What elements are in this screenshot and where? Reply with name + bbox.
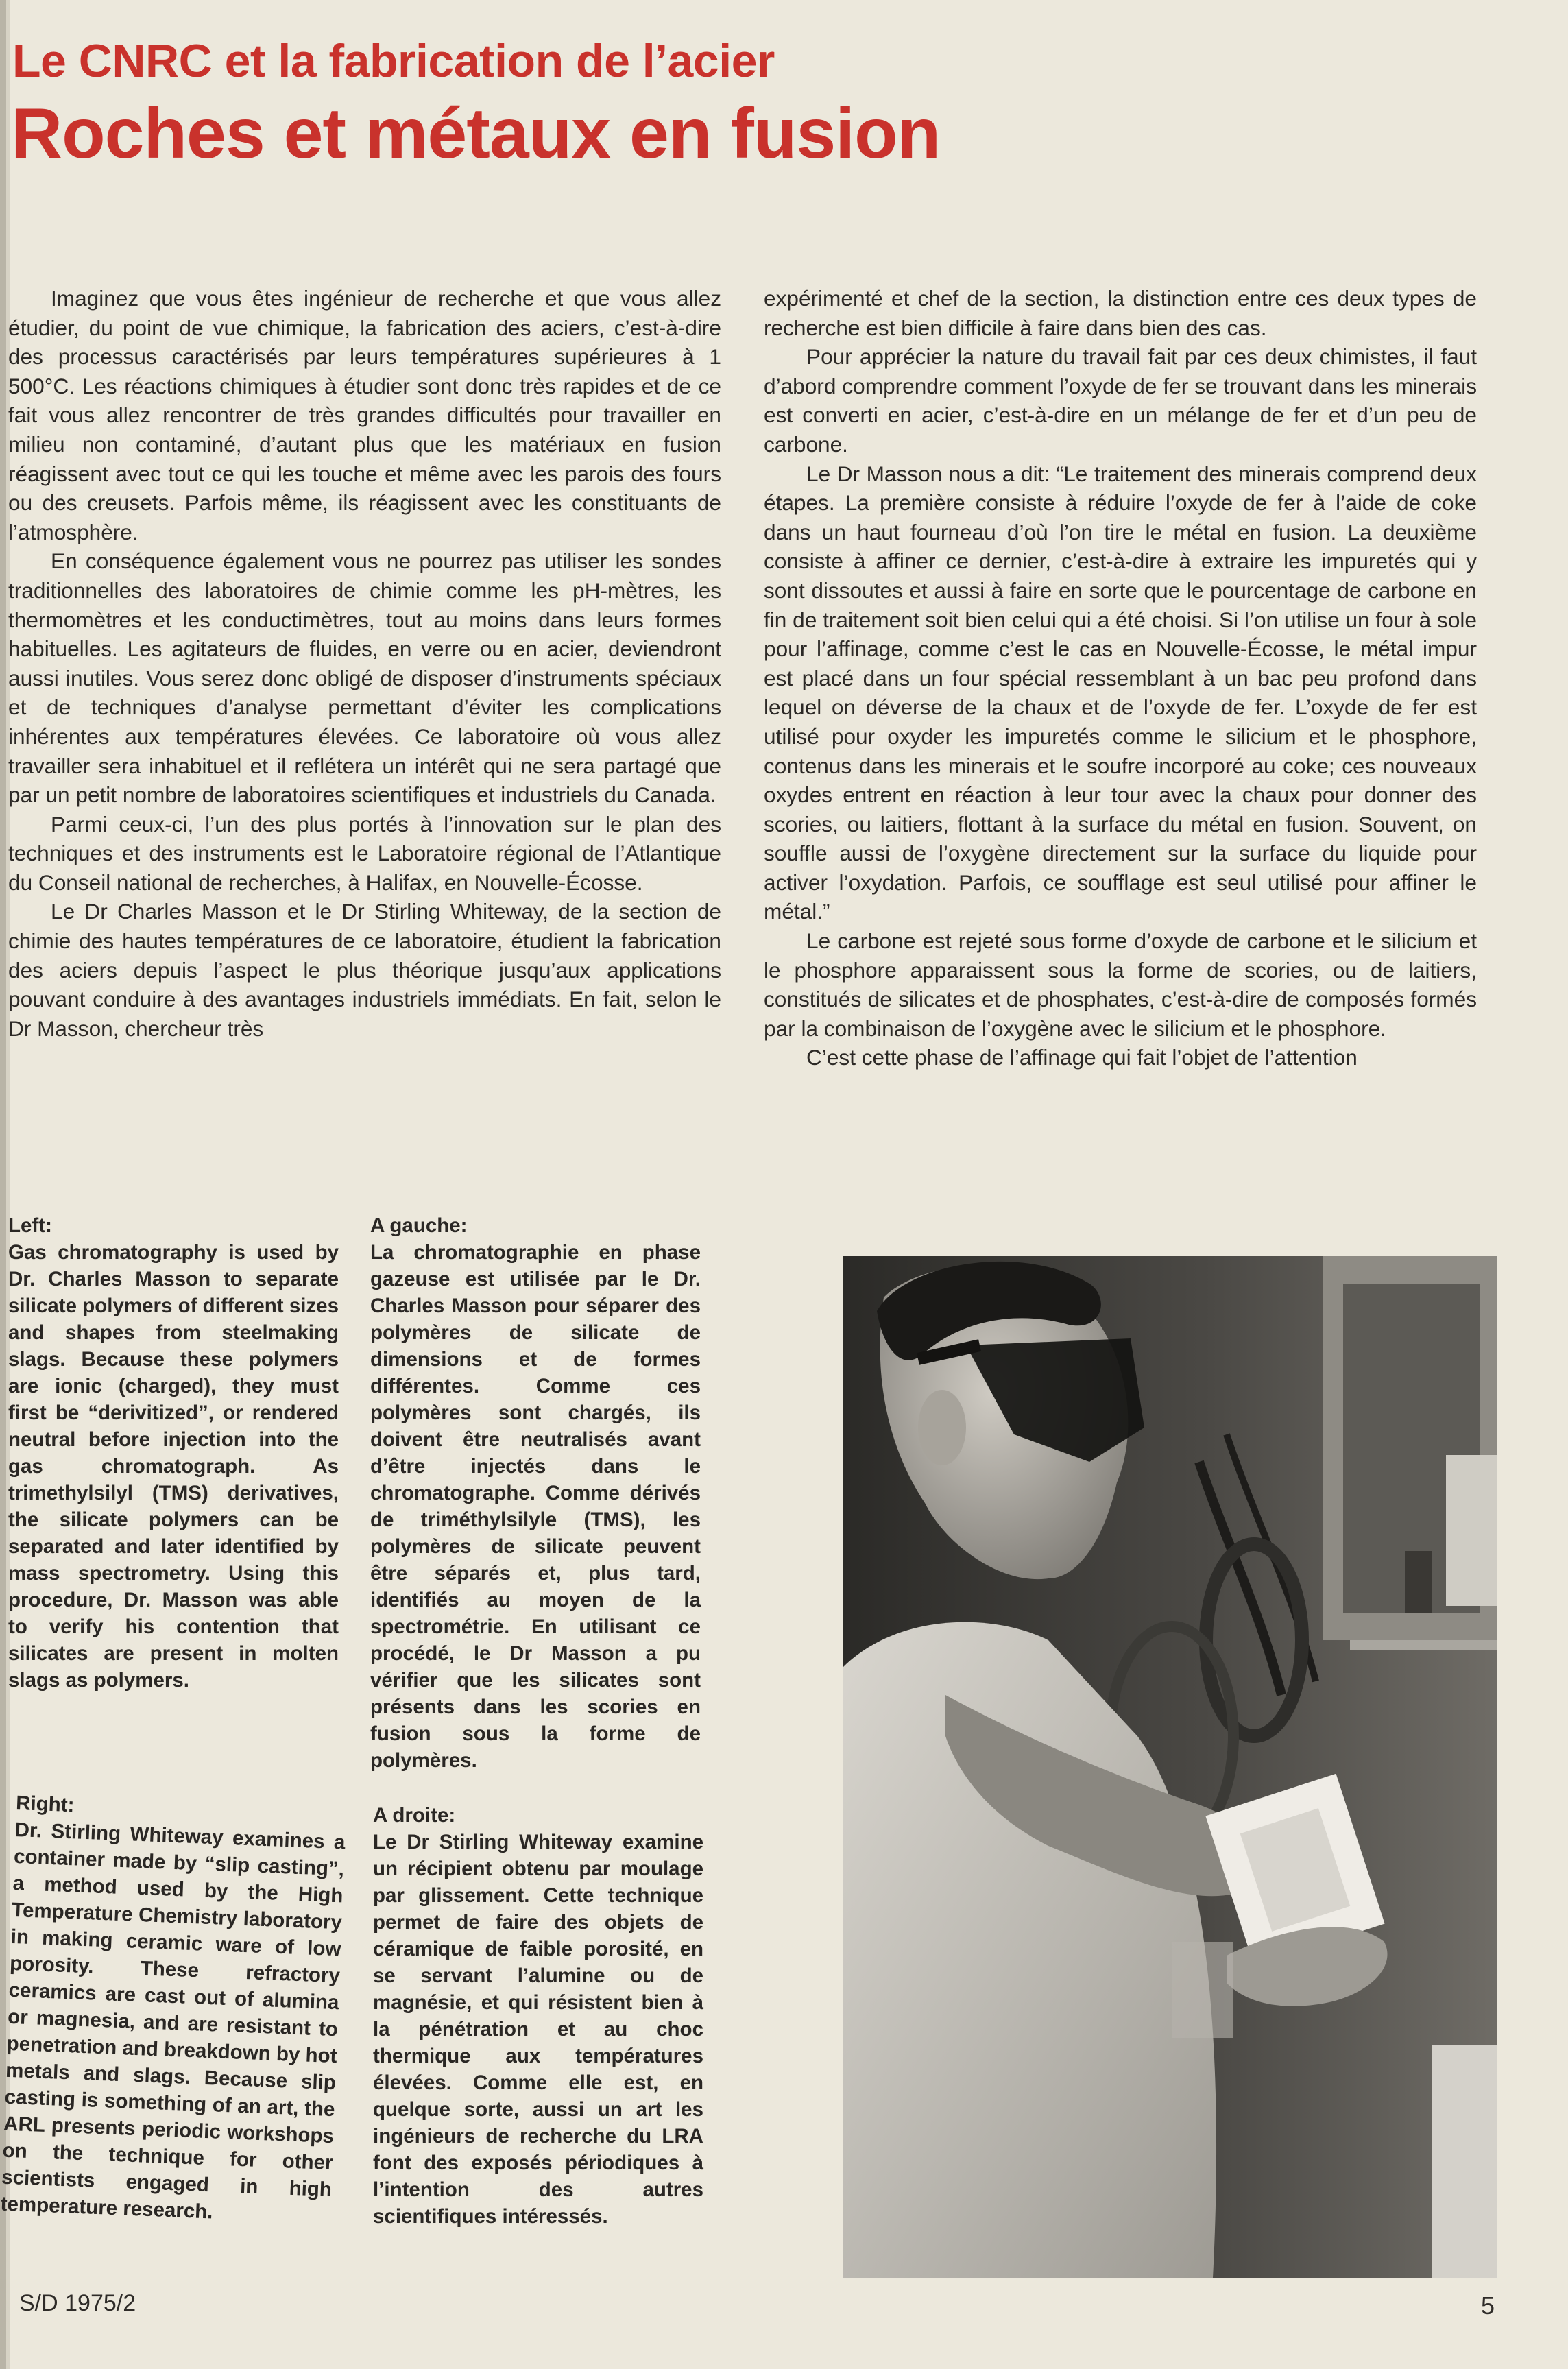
caption-left-french [370, 1212, 701, 1774]
paragraph: Pour apprécier la nature du travail fait par ces deux chimistes, il faut d’abord comprendre comment l’oxyde de fer se trouvant dans les minerais est converti en acier, c’est-à-dire en un mélange de fer et d’un peu de carbone. [764, 344, 1477, 457]
caption-label: A gauche: [370, 1214, 468, 1237]
paragraph: Le carbone est rejeté sous forme d’oxyde de carbone et le silicium et le phosphore apparaissent sous la forme de scories, ou de laitiers, constitués de silicates et de phosphates, c’est-à-dire de composés formés par la combinaison de l’oxygène avec le silicium et le phosphore. [764, 928, 1477, 1041]
paragraph: C’est cette phase de l’affinage qui fait l’objet de l’attention [806, 1045, 1358, 1070]
caption-label: A droite: [373, 1804, 456, 1827]
photo-illustration [843, 1256, 1497, 2278]
paragraph: Parmi ceux-ci, l’un des plus portés à l’innovation sur le plan des techniques et des instruments est le Laboratoire régional de l’Atlantique du Conseil national de recherches, à Halifax, en Nouvelle-Écosse. [8, 811, 721, 895]
paragraph: Le Dr Masson nous a dit: “Le traitement des minerais comprend deux étapes. La première consiste à réduire l’oxyde de fer à l’aide de coke dans un haut fourneau d’où l’on tire le métal en fusion. La deuxième consiste à affiner ce dernier, c’est-à-dire à extraire les impuretés qui y sont dissoutes et aussi à faire en sorte que le pourcentage de carbone en fin de traitement soit bien celui qui a été choisi. Si l’on utilise un four à sole pour l’affinage, comme c’est le cas en Nouvelle-Écosse, le métal impur est placé dans un four spécial ressemblant à un bac peu profond dans lequel on déverse de la chaux et de l’oxyde de fer. L’oxyde de fer est utilisé pour oxyder les impuretés comme le silicium et le phosphore, contenus dans les minerais et le soufre incorporé au coke; ces nouveaux oxydes entrent en réaction à leur tour avec la chaux pour donner des scories, ou laitiers, flottant à la surface du métal en fusion. Souvent, on souffle aussi de l’oxygène directement sur la surface du liquide pour activer l’oxydation. Parfois, ce soufflage est seul utilisé pour affiner le métal.” [764, 461, 1477, 924]
caption-right-french [373, 1802, 703, 2230]
article-kicker: Le CNRC et la fabrication de l’acier [12, 35, 775, 87]
article-title: Roches et métaux en fusion [11, 94, 941, 173]
paragraph: Imaginez que vous êtes ingénieur de recherche et que vous allez étudier, du point de vue chimique, la fabrication des aciers, c’est-à-dire des processus caractérisés par leurs températures supérieures à 1 500°C. Les réactions chimiques à étudier sont donc très rapides et de ce fait vous allez rencontrer de très grandes difficultés pour travailler en milieu non contaminé, d’autant plus que les matériaux en fusion réagissent avec tout ce qui les touche et même avec les parois des fours ou des creusets. Parfois même, ils réagissent avec les constituants de l’atmosphère. [8, 286, 721, 544]
caption-left-english [8, 1212, 339, 1694]
caption-label: Left: [8, 1214, 52, 1237]
photo-scientist-examining-ceramic [843, 1256, 1497, 2278]
caption-text: Dr. Stirling Whiteway examines a container made by “slip casting”, a method used by the High Temperature Chemistry laboratory in making ceramic ware of low porosity. These refractory ceramics are cast out of alumina or magnesia, and are resistant to penetration and breakdown by hot metals and slags. Because slip casting is something of an art, the ARL presents periodic workshops on the technique for other scientists engaged in high temperature research. [0, 1818, 346, 2224]
article-column-left [8, 284, 721, 1043]
paragraph-continuation: expérimenté et chef de la section, la distinction entre ces deux types de recherche est bien difficile à faire dans bien des cas. [764, 286, 1477, 340]
paragraph: En conséquence également vous ne pourrez pas utiliser les sondes traditionnelles des laboratoires de chimie comme les pH-mètres, les thermomètres et les conductimètres, tout au moins dans leurs formes habituelles. Les agitateurs de fluides, en verre ou en acier, deviendront aussi inutiles. Vous serez donc obligé de disposer d’instruments spéciaux et de techniques d’analyse permettant d’éviter les complications inhérentes aux températures élevées. Ce laboratoire où vous allez travailler sera inhabituel et il reflétera un intérêt qui ne sera partagé que par un petit nombre de laboratoires scientifiques et industriels du Canada. [8, 549, 721, 808]
caption-text: Gas chromatography is used by Dr. Charles Masson to separate silicate polymers of different sizes and shapes from steelmaking slags. Because these polymers are ionic (charged), they must first be “derivitized”, or rendered neutral before injection into the gas chromatograph. As trimethylsilyl (TMS) derivatives, the silicate polymers can be separated and later identified by mass spectrometry. Using this procedure, Dr. Masson was able to verify his contention that silicates are present in molten slags as polymers. [8, 1241, 339, 1692]
caption-text: Le Dr Stirling Whiteway examine un récipient obtenu par moulage par glissement. Cette technique permet de faire des objets de céramique de faible porosité, en se servant l’alumine ou de magnésie, et qui résistent bien à la pénétration et au choc thermique aux températures élevées. Comme elle est, en quelque sorte, aussi un art les ingénieurs de recherche du LRA font des exposés périodiques à l’intention des autres scientifiques intéressés. [373, 1831, 703, 2228]
page-number: 5 [1481, 2292, 1495, 2320]
issue-label: S/D 1975/2 [19, 2290, 136, 2316]
paragraph: Le Dr Charles Masson et le Dr Stirling Whiteway, de la section de chimie des hautes températures de ce laboratoire, étudient la fabrication des aciers depuis l’aspect le plus théorique jusqu’aux applications pouvant conduire à des avantages industriels immédiats. En fait, selon le Dr Masson, chercheur très [8, 899, 721, 1041]
caption-text: La chromatographie en phase gazeuse est utilisée par le Dr. Charles Masson pour séparer des polymères de silicate de dimensions et de formes différentes. Comme ces polymères sont chargés, ils doivent être neutralisés avant d’être injectés dans le chromatographe. Comme dérivés de triméthylsilyle (TMS), les polymères de silicate peuvent être séparés et, plus tard, identifiés au moyen de la spectrométrie. En utilisant ce procédé, le Dr Masson a pu vérifier que les silicates sont présents dans les scories en fusion sous la forme de polymères. [370, 1241, 701, 1772]
caption-label: Right: [15, 1791, 75, 1817]
binding-edge [0, 0, 6, 2369]
caption-right-english [0, 1790, 347, 2230]
article-column-right [764, 284, 1477, 1072]
